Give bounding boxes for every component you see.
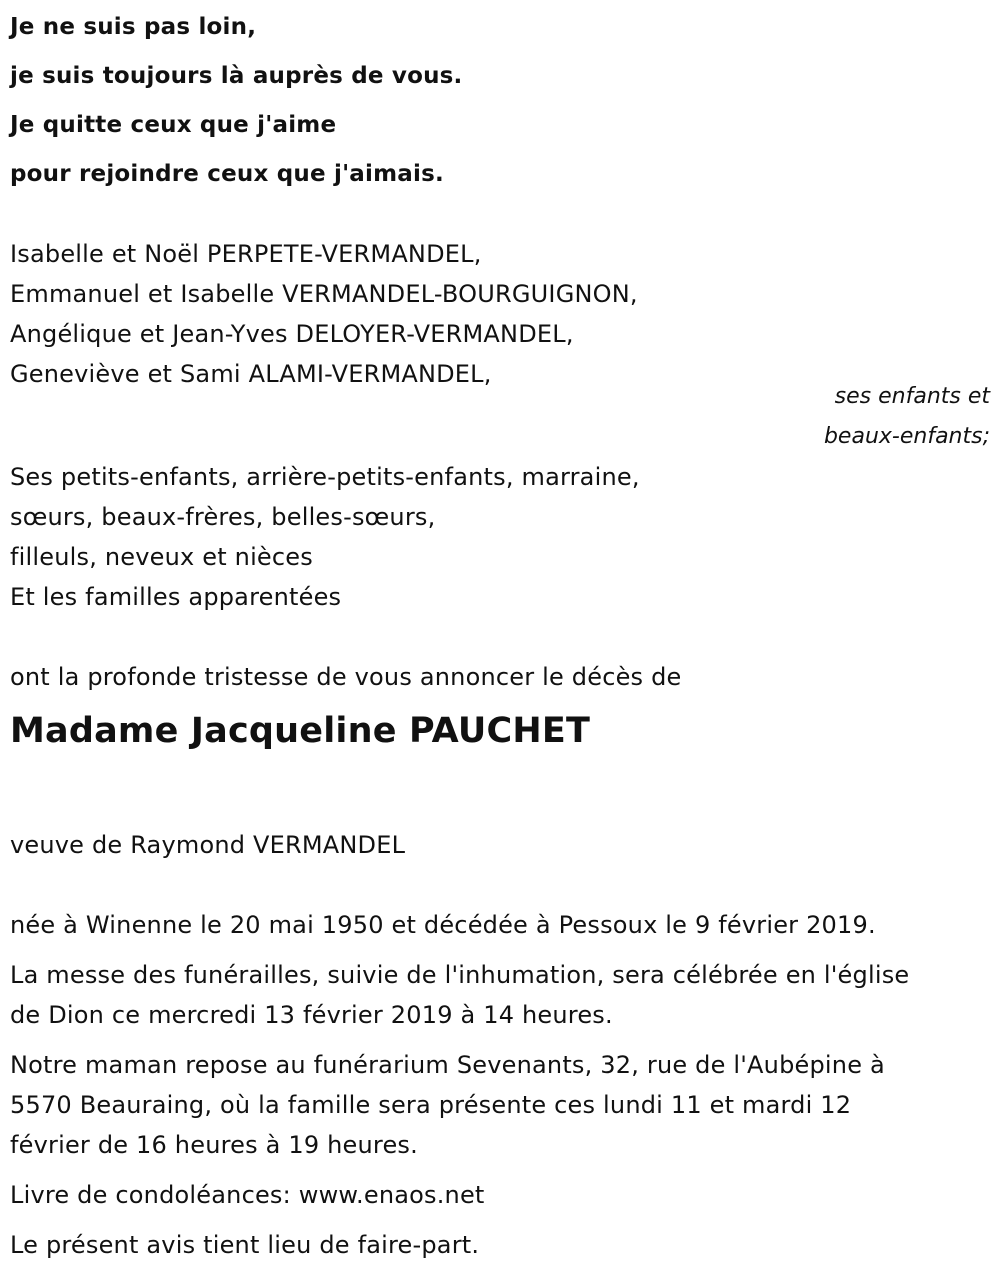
detail-line: de Dion ce mercredi 13 février 2019 à 14 heures. bbox=[10, 1001, 613, 1029]
child-line: Geneviève et Sami ALAMI-VERMANDEL, bbox=[10, 360, 492, 388]
child-line: Isabelle et Noël PERPETE-VERMANDEL, bbox=[10, 240, 482, 268]
family-line: Ses petits-enfants, arrière-petits-enfants, marraine, bbox=[10, 463, 640, 491]
family-line: sœurs, beaux-frères, belles-sœurs, bbox=[10, 503, 436, 531]
child-line: Emmanuel et Isabelle VERMANDEL-BOURGUIGNON, bbox=[10, 280, 638, 308]
detail-line: 5570 Beauraing, où la famille sera présente ces lundi 11 et mardi 12 bbox=[10, 1091, 852, 1119]
detail-line: février de 16 heures à 19 heures. bbox=[10, 1131, 418, 1159]
family-line: filleuls, neveux et nièces bbox=[10, 543, 313, 571]
poem-line: je suis toujours là auprès de vous. bbox=[10, 63, 463, 89]
poem-line: Je ne suis pas loin, bbox=[10, 14, 257, 40]
poem-line: pour rejoindre ceux que j'aimais. bbox=[10, 161, 444, 187]
children-role: beaux-enfants; bbox=[823, 424, 990, 449]
detail-line: née à Winenne le 20 mai 1950 et décédée à Pessoux le 9 février 2019. bbox=[10, 911, 876, 939]
detail-line: Le présent avis tient lieu de faire-part. bbox=[10, 1231, 480, 1259]
poem-line: Je quitte ceux que j'aime bbox=[10, 112, 337, 138]
condolence-link: Livre de condoléances: www.enaos.net bbox=[10, 1181, 485, 1209]
detail-line: Notre maman repose au funérarium Sevenants, 32, rue de l'Aubépine à bbox=[10, 1051, 885, 1079]
announce-text: ont la profonde tristesse de vous annoncer le décès de bbox=[10, 663, 682, 691]
family-line: Et les familles apparentées bbox=[10, 583, 342, 611]
child-line: Angélique et Jean-Yves DELOYER-VERMANDEL, bbox=[10, 320, 574, 348]
deceased-name: Madame Jacqueline PAUCHET bbox=[10, 711, 591, 751]
detail-line: La messe des funérailles, suivie de l'inhumation, sera célébrée en l'église bbox=[10, 961, 910, 989]
children-role: ses enfants et bbox=[834, 384, 990, 409]
widow-text: veuve de Raymond VERMANDEL bbox=[10, 831, 406, 859]
